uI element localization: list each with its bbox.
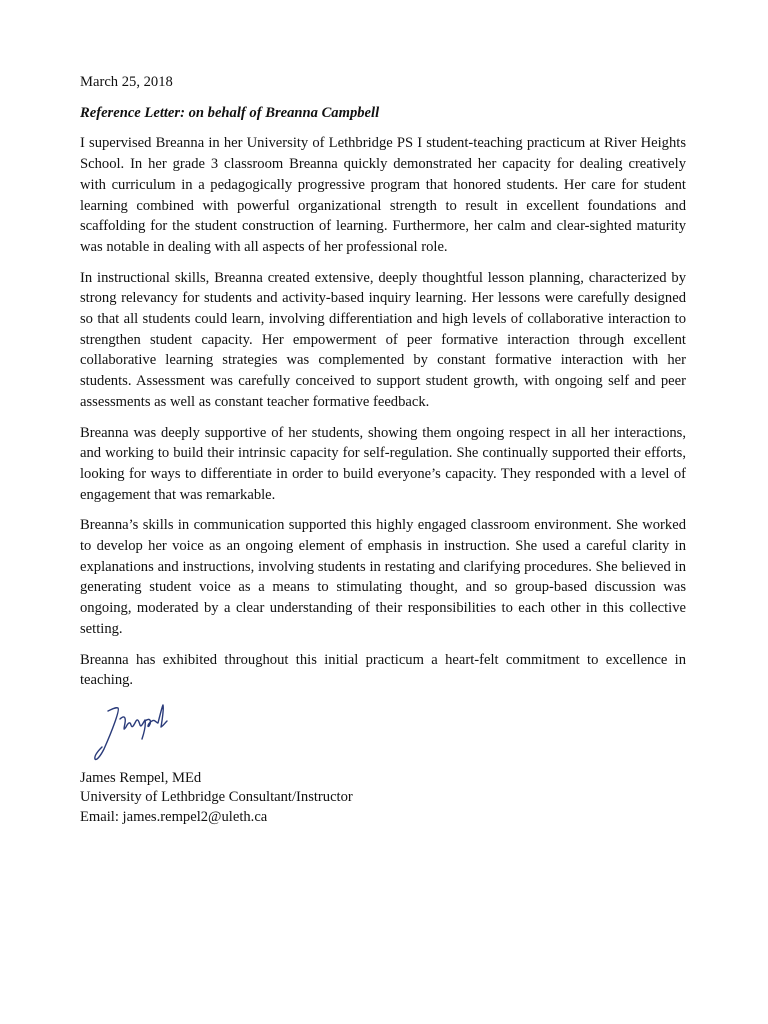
letter-paragraph-3: Breanna was deeply supportive of her students, showing them ongoing respect in all her interactions, and working to build their intrinsic capacity for self-regulation. She continually supported their efforts, looking for ways to differentiate in order to build everyone’s capacity. They responded with a level of engagement that was remarkable. xyxy=(80,424,686,503)
letter-subject: Reference Letter: on behalf of Breanna Campbell xyxy=(80,104,380,121)
letter-paragraph-2: In instructional skills, Breanna created extensive, deeply thoughtful lesson planning, characterized by strong relevancy for students and activity-based inquiry learning. Her lessons were carefully designed so that all students could learn, involving differentiation and high levels of collaborative interaction to strengthen student capacity. Her empowerment of peer formative interaction through excellent collaborative learning strategies was complemented by constant formative interaction with her students. Assessment was carefully conceived to support student growth, with ongoing self and peer assessments as well as constant teacher formative feedback. xyxy=(80,269,686,410)
letter-page xyxy=(80,72,686,827)
letter-paragraph-5: Breanna has exhibited throughout this initial practicum a heart-felt commitment to excellence in teaching. xyxy=(80,651,686,689)
letter-date: March 25, 2018 xyxy=(80,74,173,90)
letter-paragraph-4: Breanna’s skills in communication supported this highly engaged classroom environment. She worked to develop her voice as an ongoing element of emphasis in instruction. She used a careful clarity in explanations and instructions, involving students in restating and clarifying procedures. She believed in generating student voice as a means to stimulating thought, and so group-based discussion was ongoing, moderated by a clear understanding of their responsibilities to each other in this collective setting. xyxy=(80,517,686,637)
letter-paragraph-1: I supervised Breanna in her University of Lethbridge PS I student-teaching practicum at River Heights School. In her grade 3 classroom Breanna quickly demonstrated her capacity for dealing creatively with curriculum in a pedagogically progressive program that honored students. Her care for student learning combined with powerful organizational strength to result in excellent foundations and scaffolding for the student construction of learning. Furthermore, her calm and clear-sighted maturity was notable in dealing with all aspects of her professional role. xyxy=(80,135,686,255)
handwritten-signature xyxy=(90,701,210,771)
signoff-email: Email: james.rempel2@uleth.ca xyxy=(80,808,268,825)
signoff-name: James Rempel, MEd xyxy=(80,769,202,786)
signoff-block xyxy=(80,769,686,828)
signoff-title: University of Lethbridge Consultant/Instructor xyxy=(80,789,353,806)
signature-icon xyxy=(90,701,210,771)
